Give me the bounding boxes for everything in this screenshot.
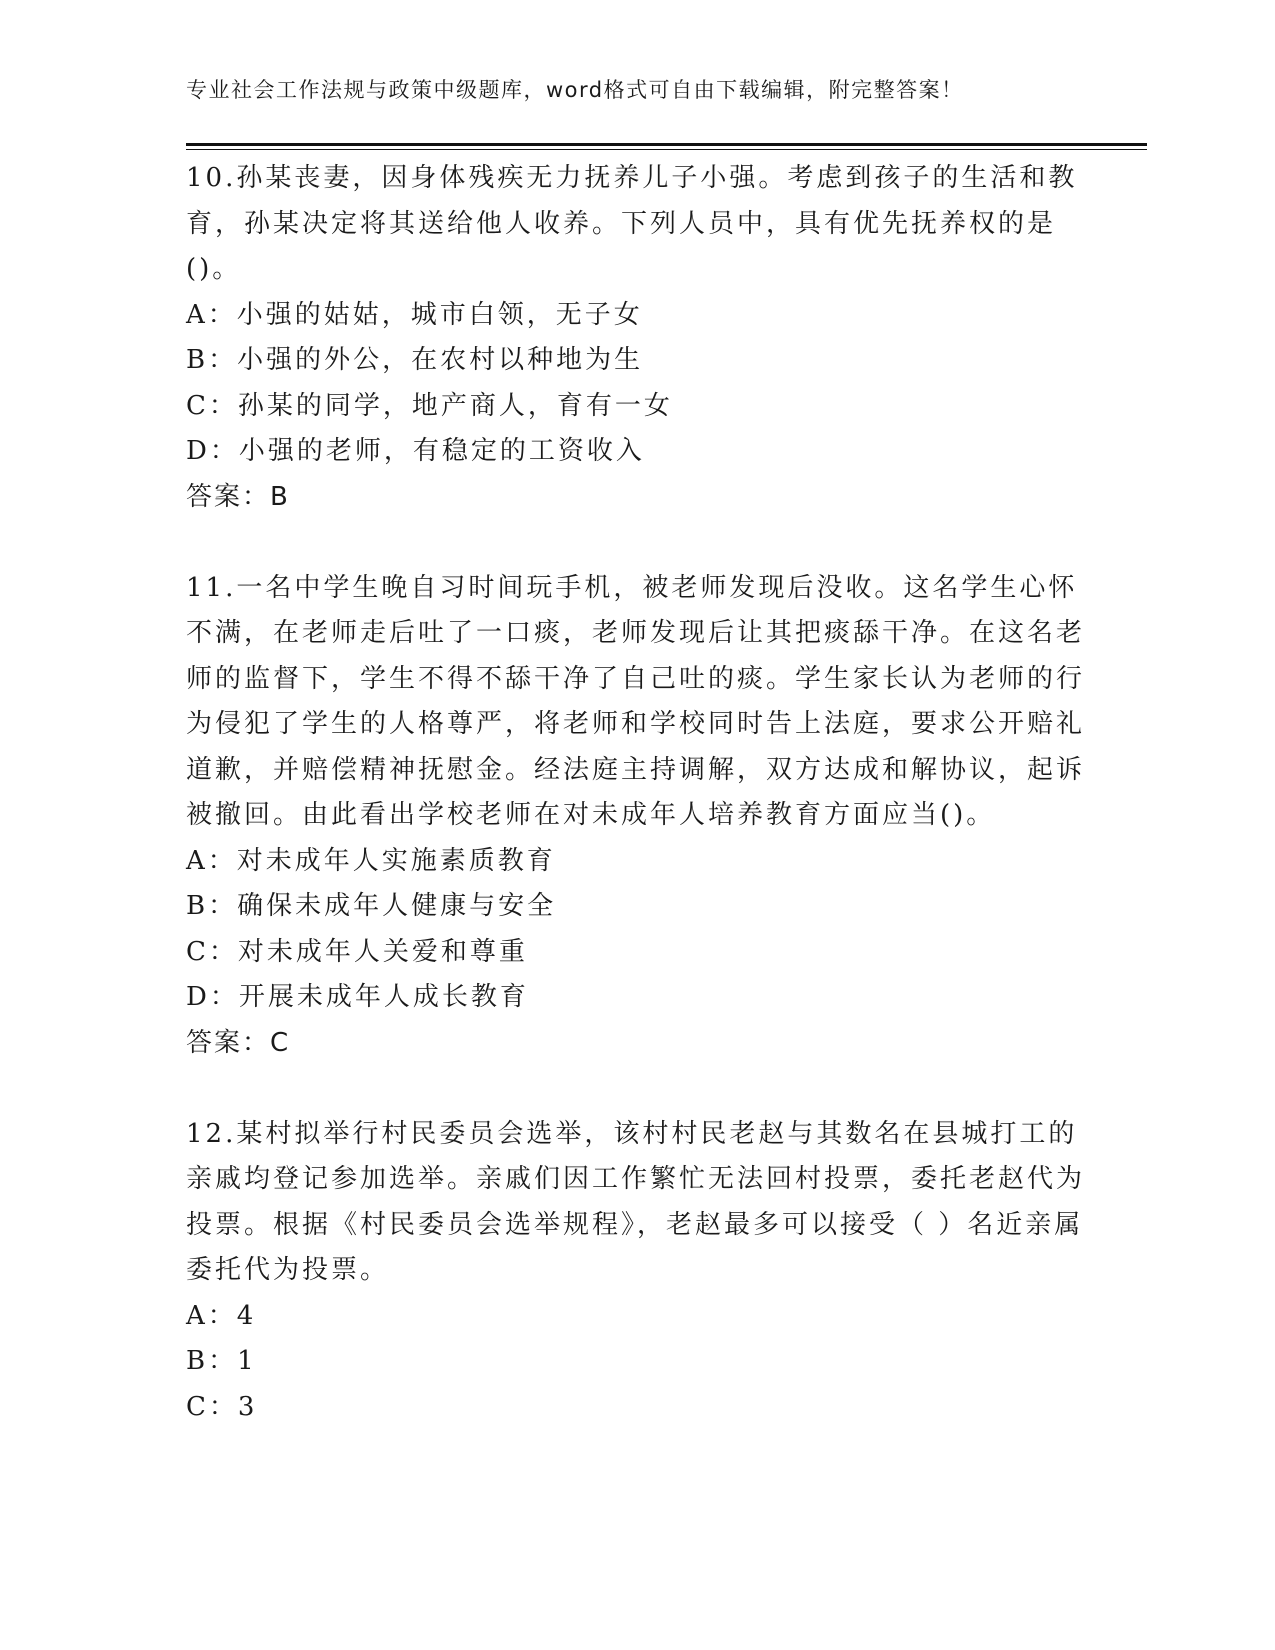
option-a: A：小强的姑姑，城市白领，无子女 — [186, 299, 643, 330]
question-text: 10.孙某丧妻，因身体残疾无力抚养儿子小强。考虑到孩子的生活和教育，孙某决定将其送给他人收养。下列人员中，具有优先抚养权的是()。 — [186, 163, 1078, 284]
spacer — [186, 1066, 1086, 1112]
option-c: C：对未成年人关爱和尊重 — [186, 936, 528, 967]
option-b: B：小强的外公，在农村以种地为生 — [186, 345, 644, 375]
question-text: 11.一名中学生晚自习时间玩手机，被老师发现后没收。这名学生心怀不满，在老师走后吐了一口痰，老师发现后让其把痰舔干净。在这名老师的监督下，学生不得不舔干净了自己吐的痰。学生家长认为老师的行为侵犯了学生的人格尊严，将老师和学校同时告上法庭，要求公开赔礼道歉，并赔偿精神抚慰金。经法庭主持调解，双方达成和解协议，起诉被撤回。由此看出学校老师在对未成年人培养教育方面应当()。 — [186, 572, 1086, 830]
question-11 — [186, 566, 1086, 1067]
question-10 — [186, 156, 1086, 520]
option-b: B：确保未成年人健康与安全 — [186, 891, 557, 921]
option-d: D：开展未成年人成长教育 — [186, 982, 529, 1012]
answer-label: 答案：B — [186, 481, 290, 512]
option-d: D：小强的老师，有稳定的工资收入 — [186, 436, 645, 466]
question-12 — [186, 1112, 1086, 1431]
option-a: A：对未成年人实施素质教育 — [186, 845, 556, 876]
spacer — [186, 520, 1086, 566]
answer-label: 答案：C — [186, 1027, 291, 1058]
option-a: A：4 — [186, 1300, 257, 1331]
header-rule-thick — [186, 143, 1147, 146]
question-list — [186, 156, 1086, 1430]
question-text: 12.某村拟举行村民委员会选举，该村村民老赵与其数名在县城打工的亲戚均登记参加选举。亲戚们因工作繁忙无法回村投票，委托老赵代为投票。根据《村民委员会选举规程》，老赵最多可以接受（ ）名近亲属委托代为投票。 — [186, 1118, 1086, 1285]
header-rule-thin — [186, 149, 1147, 150]
option-c: C：3 — [186, 1391, 258, 1422]
page-header: 专业社会工作法规与政策中级题库，word格式可自由下载编辑，附完整答案！ — [186, 78, 964, 102]
option-c: C：孙某的同学，地产商人，育有一女 — [186, 390, 673, 421]
option-b: B：1 — [186, 1346, 257, 1376]
